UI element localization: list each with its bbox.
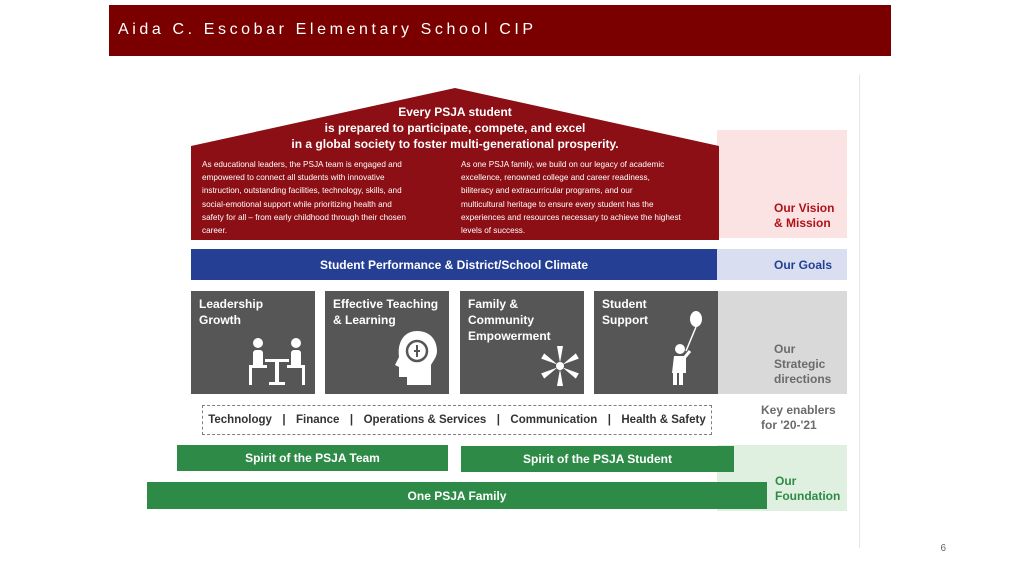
enabler-operations: Operations & Services <box>363 414 487 426</box>
label-goals: Our Goals <box>774 258 833 272</box>
pillar-support: Student Support <box>594 291 718 394</box>
mission-left: As educational leaders, the PSJA team is engaged and empowered to connect all students with innovative instruction, outstanding facilities, technology, skills, and social-emotional support while prioritizing health and safety for all – from early childhood through their chosen career. <box>202 160 406 236</box>
page-number: 6 <box>940 543 946 554</box>
key-enablers-box: Technology | Finance | Operations & Services | Communication | Health & Safety <box>202 405 712 435</box>
enabler-communication: Communication <box>510 414 598 426</box>
vision-statement <box>191 104 719 152</box>
mission-right: As one PSJA family, we build on our legacy of academic excellence, renowned college and career readiness, biliteracy and extracurricular programs, and our multicultural heritage to ensure every student has the experiences and resources necessary to achieve the highest levels of success. <box>461 160 681 236</box>
hands-circle-icon <box>540 345 580 387</box>
spirit-team-bar: Spirit of the PSJA Team <box>177 445 448 471</box>
label-foundation: Our Foundation <box>775 474 841 503</box>
title-bar <box>109 5 891 56</box>
slide-title: Aida C. Escobar Elementary School CIP <box>118 21 537 38</box>
enabler-health-safety: Health & Safety <box>621 414 706 426</box>
vision-line-2: is prepared to participate, compete, and excel <box>324 121 586 135</box>
meeting-icon <box>245 335 309 387</box>
pillar-teaching: Effective Teaching & Learning <box>325 291 449 394</box>
child-balloon-icon <box>668 311 704 387</box>
enabler-finance: Finance <box>296 414 340 426</box>
vision-line-3: in a global society to foster multi-generational prosperity. <box>291 137 619 151</box>
divider-line <box>859 74 860 548</box>
label-vision-mission: Our Vision & Mission <box>774 201 835 230</box>
pillar-family: Family & Community Empowerment <box>460 291 584 394</box>
one-family-bar: One PSJA Family <box>147 482 767 509</box>
enabler-technology: Technology <box>208 414 272 426</box>
pillar-leadership: Leadership Growth <box>191 291 315 394</box>
label-strategic: Our Strategic directions <box>774 342 832 386</box>
label-enablers: Key enablers for '20-'21 <box>761 403 836 432</box>
goals-bar: Student Performance & District/School Climate <box>191 249 717 280</box>
idea-head-icon <box>393 329 439 387</box>
vision-line-1: Every PSJA student <box>398 105 512 119</box>
spirit-student-bar: Spirit of the PSJA Student <box>461 446 734 472</box>
